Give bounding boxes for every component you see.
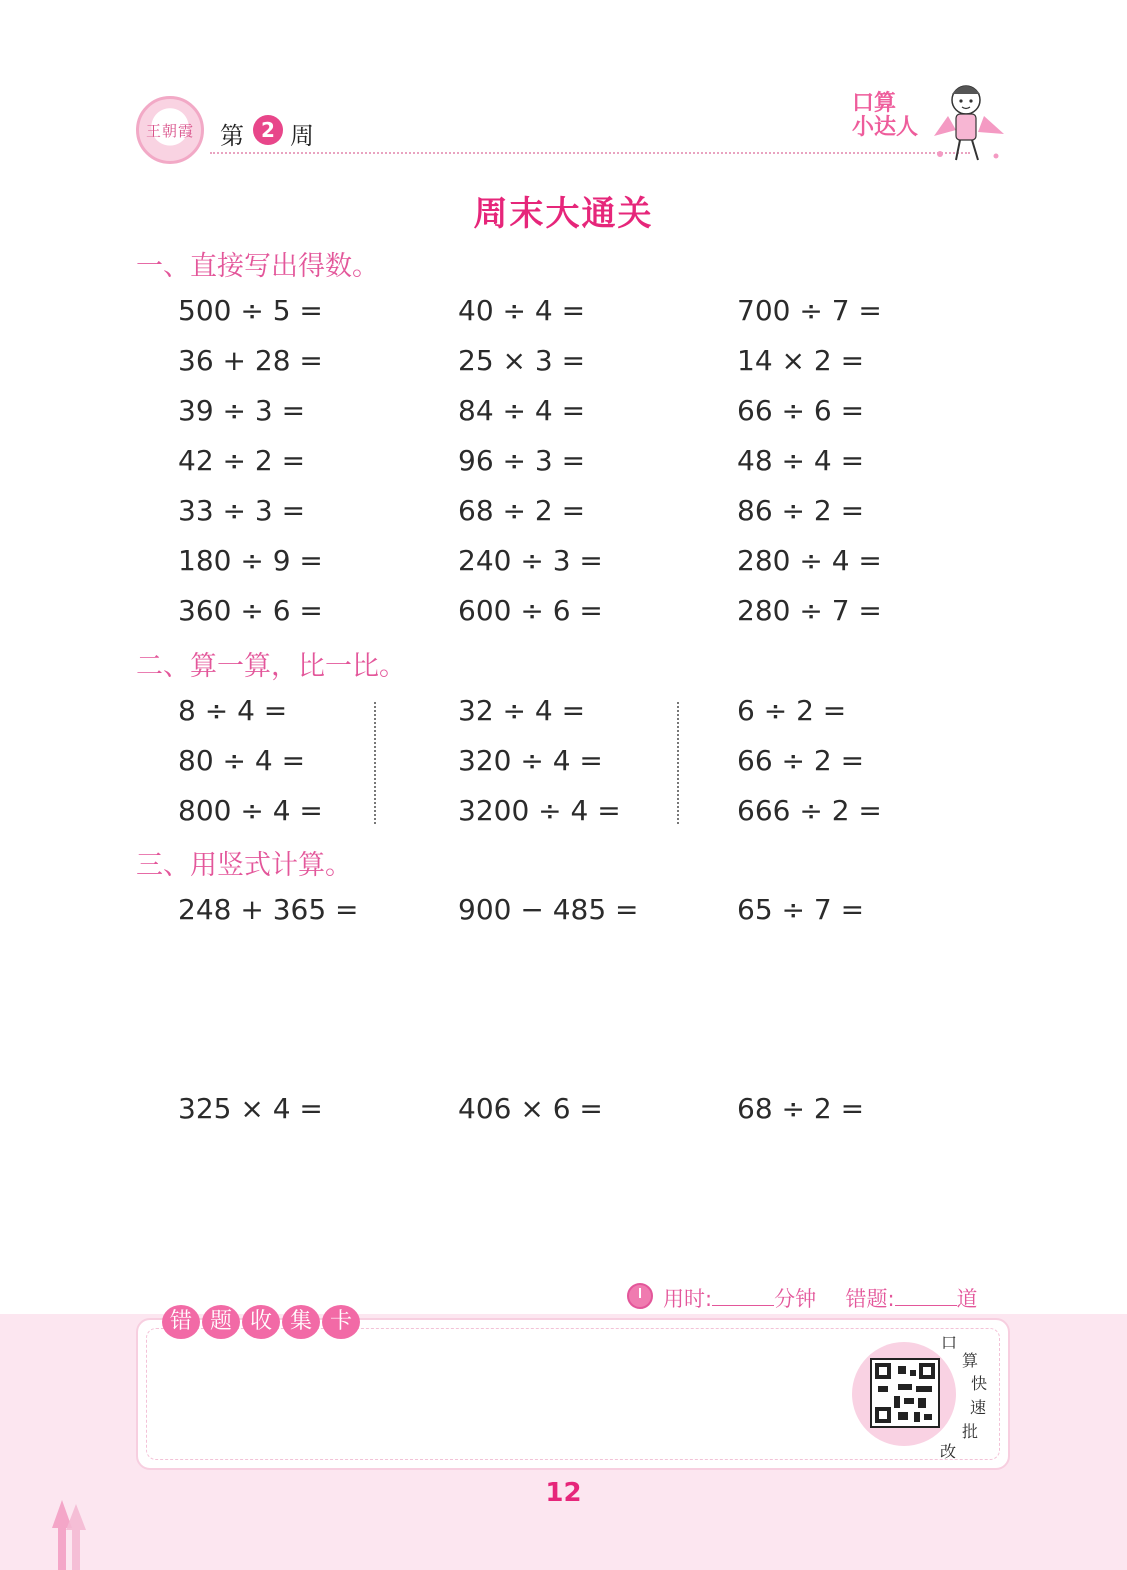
problem: 42 ÷ 2 = [178, 444, 306, 477]
problem: 248 + 365 = [178, 893, 359, 926]
week-number-badge: 2 [253, 115, 283, 145]
week-suffix: 周 [290, 122, 314, 150]
problem: 3200 ÷ 4 = [458, 794, 621, 827]
qr-caption-char: 快 [971, 1374, 988, 1393]
page-title: 周末大通关 [473, 194, 654, 234]
problem: 360 ÷ 6 = [178, 594, 323, 627]
stopwatch-hand-icon [639, 1288, 641, 1298]
problem: 320 ÷ 4 = [458, 744, 603, 777]
problem: 14 × 2 = [737, 344, 865, 377]
time-label: 用时: [663, 1287, 713, 1311]
section-2-heading: 二、算一算，比一比。 [136, 651, 406, 682]
mistake-card-tab [162, 1305, 360, 1339]
problem: 96 ÷ 3 = [458, 444, 586, 477]
problem: 86 ÷ 2 = [737, 494, 865, 527]
tab-char: 收 [242, 1305, 280, 1339]
section-1-heading: 一、直接写出得数。 [136, 251, 379, 282]
page-number: 12 [545, 1478, 582, 1508]
qr-code-icon[interactable] [870, 1358, 940, 1428]
problem: 700 ÷ 7 = [737, 294, 882, 327]
problem: 6 ÷ 2 = [737, 694, 847, 727]
problem: 36 + 28 = [178, 344, 323, 377]
brand-line-1: 口算 [852, 91, 897, 116]
qr-caption-char: 算 [962, 1351, 979, 1370]
time-unit: 分钟 [774, 1287, 817, 1311]
problem: 84 ÷ 4 = [458, 394, 586, 427]
tab-char: 题 [202, 1305, 240, 1339]
week-prefix: 第 [220, 122, 244, 150]
qr-caption-char: 改 [940, 1442, 957, 1461]
error-unit: 道 [956, 1287, 978, 1311]
problem: 406 × 6 = [458, 1092, 603, 1125]
tab-char: 错 [162, 1305, 200, 1339]
header-divider [210, 152, 970, 154]
problem: 900 − 485 = [458, 893, 639, 926]
problem: 600 ÷ 6 = [458, 594, 603, 627]
problem: 280 ÷ 7 = [737, 594, 882, 627]
qr-caption-char: 速 [970, 1398, 987, 1417]
problem: 39 ÷ 3 = [178, 394, 306, 427]
problem: 66 ÷ 2 = [737, 744, 865, 777]
problem: 280 ÷ 4 = [737, 544, 882, 577]
problem: 666 ÷ 2 = [737, 794, 882, 827]
tab-char: 卡 [322, 1305, 360, 1339]
problem: 180 ÷ 9 = [178, 544, 323, 577]
problem: 32 ÷ 4 = [458, 694, 586, 727]
problem: 68 ÷ 2 = [737, 1092, 865, 1125]
problem: 48 ÷ 4 = [737, 444, 865, 477]
column-divider [374, 702, 376, 824]
problem: 500 ÷ 5 = [178, 294, 323, 327]
column-divider [677, 702, 679, 824]
up-arrow-icon [52, 1500, 92, 1570]
brand-line-2: 小达人 [852, 115, 919, 140]
qr-caption-char: 口 [941, 1333, 958, 1352]
problem: 33 ÷ 3 = [178, 494, 306, 527]
section-3-heading: 三、用竖式计算。 [136, 850, 352, 881]
problem: 325 × 4 = [178, 1092, 323, 1125]
error-label: 错题: [845, 1287, 895, 1311]
problem: 68 ÷ 2 = [458, 494, 586, 527]
time-record [663, 1283, 978, 1313]
problem: 80 ÷ 4 = [178, 744, 306, 777]
problem: 65 ÷ 7 = [737, 893, 865, 926]
time-blank[interactable] [712, 1287, 774, 1306]
mascot-illustration-icon [920, 74, 1016, 170]
publisher-logo-text: 王朝霞 [145, 122, 194, 140]
problem: 25 × 3 = [458, 344, 586, 377]
problem: 800 ÷ 4 = [178, 794, 323, 827]
brand-title [852, 92, 922, 140]
problem: 40 ÷ 4 = [458, 294, 586, 327]
error-blank[interactable] [895, 1287, 957, 1306]
problem: 66 ÷ 6 = [737, 394, 865, 427]
tab-char: 集 [282, 1305, 320, 1339]
qr-caption-char: 批 [962, 1422, 979, 1441]
problem: 240 ÷ 3 = [458, 544, 603, 577]
problem: 8 ÷ 4 = [178, 694, 288, 727]
